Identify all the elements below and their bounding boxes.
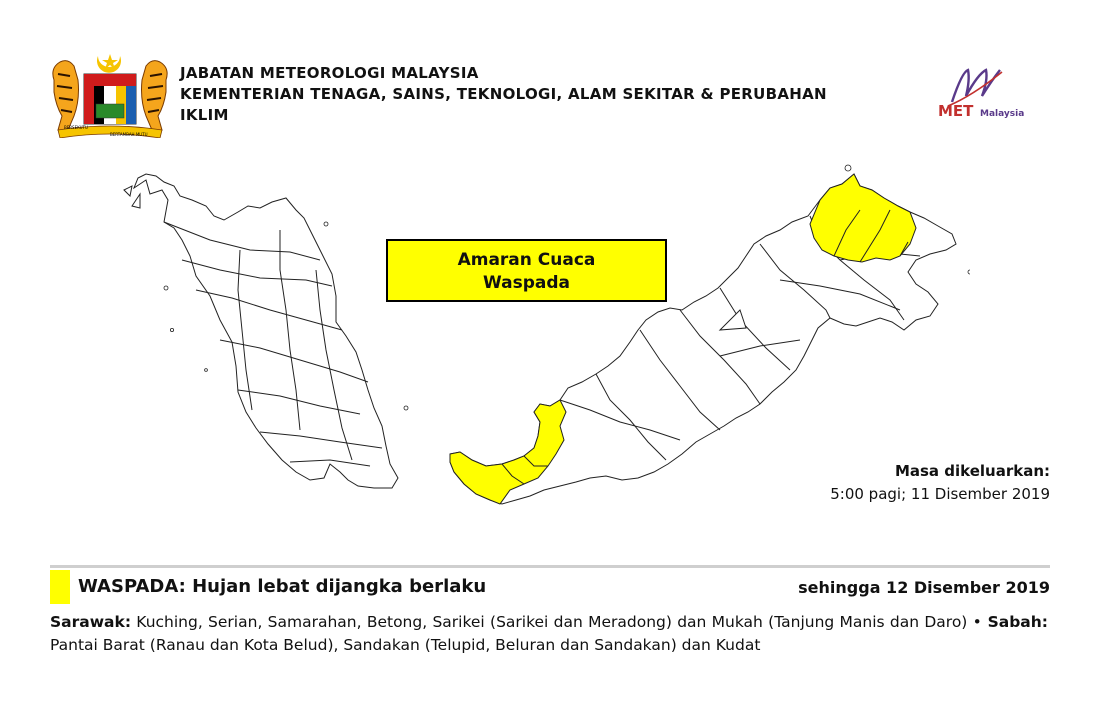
org-name: JABATAN METEOROLOGI MALAYSIA xyxy=(180,64,479,82)
issue-time-label: Masa dikeluarkan: xyxy=(894,462,1050,480)
issue-time xyxy=(830,460,1050,506)
svg-text:MET: MET xyxy=(938,102,974,120)
peninsular-malaysia xyxy=(124,174,398,488)
sarawak-label: Sarawak: xyxy=(50,613,132,631)
warning-level-title: WASPADA: Hujan lebat dijangka berlaku xyxy=(78,576,487,597)
sabah-label: Sabah: xyxy=(981,613,1048,631)
ministry-name-cont: IKLIM xyxy=(180,106,229,124)
warning-level-color-bar xyxy=(50,570,70,604)
warning-level-box xyxy=(386,239,667,302)
issue-time-value: 5:00 pagi; 11 Disember 2019 xyxy=(830,485,1050,503)
svg-text:Malaysia: Malaysia xyxy=(980,109,1025,119)
warning-valid-until: sehingga 12 Disember 2019 xyxy=(798,578,1050,597)
warning-box-level: Waspada xyxy=(482,273,571,293)
section-divider xyxy=(50,565,1050,568)
malaysia-coat-of-arms-icon xyxy=(48,50,172,138)
svg-text:BERSEKUTU: BERSEKUTU xyxy=(64,125,88,130)
svg-text:BERTAMBAH MUTU: BERTAMBAH MUTU xyxy=(110,132,148,137)
warning-box-title: Amaran Cuaca xyxy=(457,250,596,270)
ministry-name: KEMENTERIAN TENAGA, SAINS, TEKNOLOGI, ALAM SEKITAR & PERUBAHAN xyxy=(180,85,827,103)
affected-areas xyxy=(50,611,1048,657)
bullet-separator: • xyxy=(972,613,982,631)
sabah-areas: Pantai Barat (Ranau dan Kota Belud), Sandakan (Telupid, Beluran dan Sandakan) dan Kudat xyxy=(50,636,761,654)
sarawak-areas: Kuching, Serian, Samarahan, Betong, Sarikei (Sarikei dan Meradong) dan Mukah (Tanjung Manis dan Daro) xyxy=(131,613,973,631)
met-malaysia-logo-icon xyxy=(932,66,1050,122)
organization-header xyxy=(180,63,920,126)
